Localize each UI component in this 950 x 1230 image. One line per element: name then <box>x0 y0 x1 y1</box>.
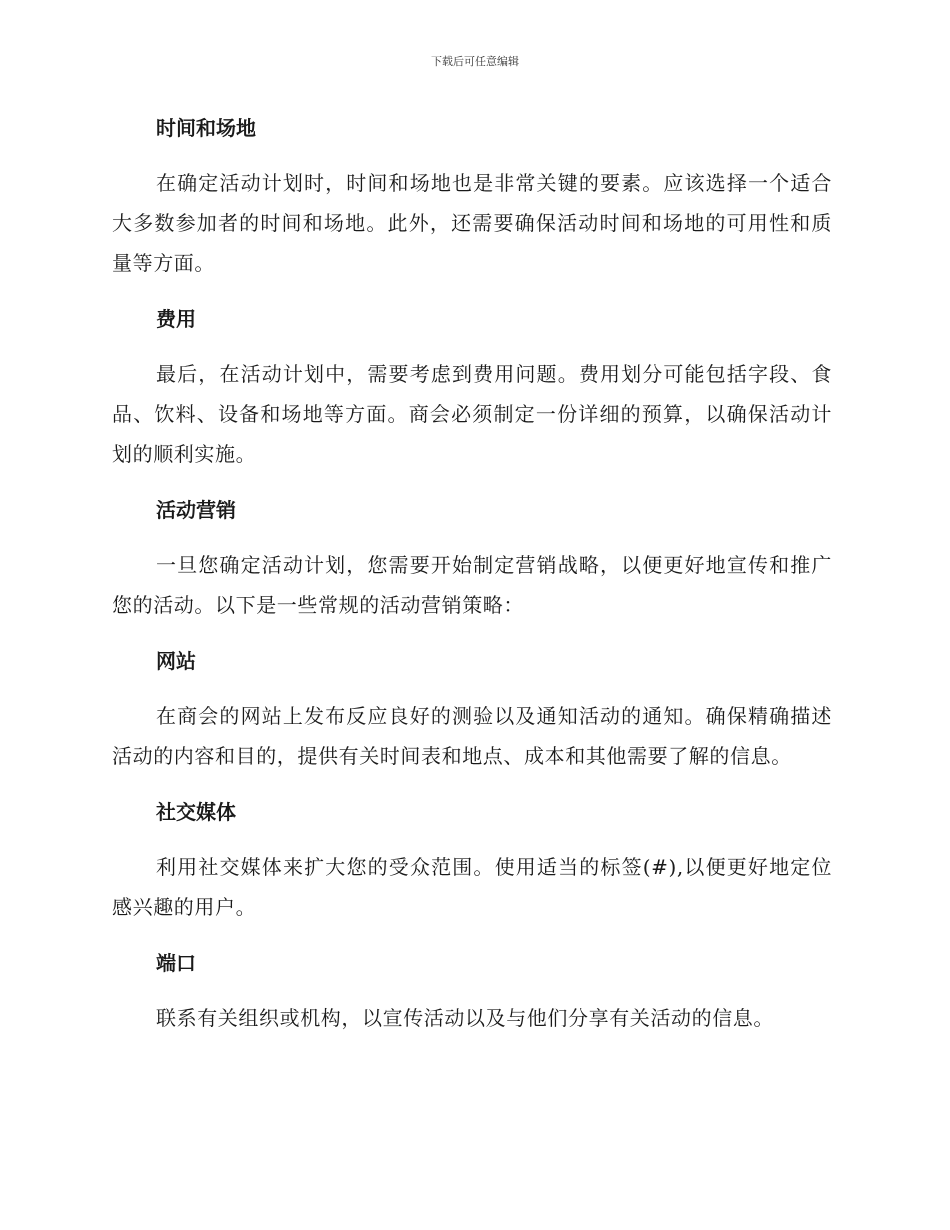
section-body-cost: 最后，在活动计划中，需要考虑到费用问题。费用划分可能包括字段、食品、饮料、设备和场地等方面。商会必须制定一份详细的预算，以确保活动计划的顺利实施。 <box>112 362 832 466</box>
section-body-time-venue: 在确定活动计划时，时间和场地也是非常关键的要素。应该选择一个适合大多数参加者的时间和场地。此外，还需要确保活动时间和场地的可用性和质量等方面。 <box>112 171 832 275</box>
page-header: 下载后可任意编辑 <box>431 55 519 68</box>
document-body <box>112 108 832 1054</box>
section-heading-website: 网站 <box>156 649 196 673</box>
section-body-website: 在商会的网站上发布反应良好的测验以及通知活动的通知。确保精确描述活动的内容和目的，提供有关时间表和地点、成本和其他需要了解的信息。 <box>112 704 832 768</box>
section-body-marketing: 一旦您确定活动计划，您需要开始制定营销战略，以便更好地宣传和推广您的活动。以下是一些常规的活动营销策略： <box>112 553 832 617</box>
section-heading-social-media: 社交媒体 <box>156 800 236 824</box>
section-heading-time-venue: 时间和场地 <box>156 116 256 140</box>
section-heading-marketing: 活动营销 <box>156 498 236 522</box>
section-body-social-media: 利用社交媒体来扩大您的受众范围。使用适当的标签(#),以便更好地定位感兴趣的用户。 <box>112 855 832 919</box>
section-heading-cost: 费用 <box>156 307 196 331</box>
section-heading-port: 端口 <box>156 951 196 975</box>
section-body-port: 联系有关组织或机构，以宣传活动以及与他们分享有关活动的信息。 <box>156 1006 774 1030</box>
